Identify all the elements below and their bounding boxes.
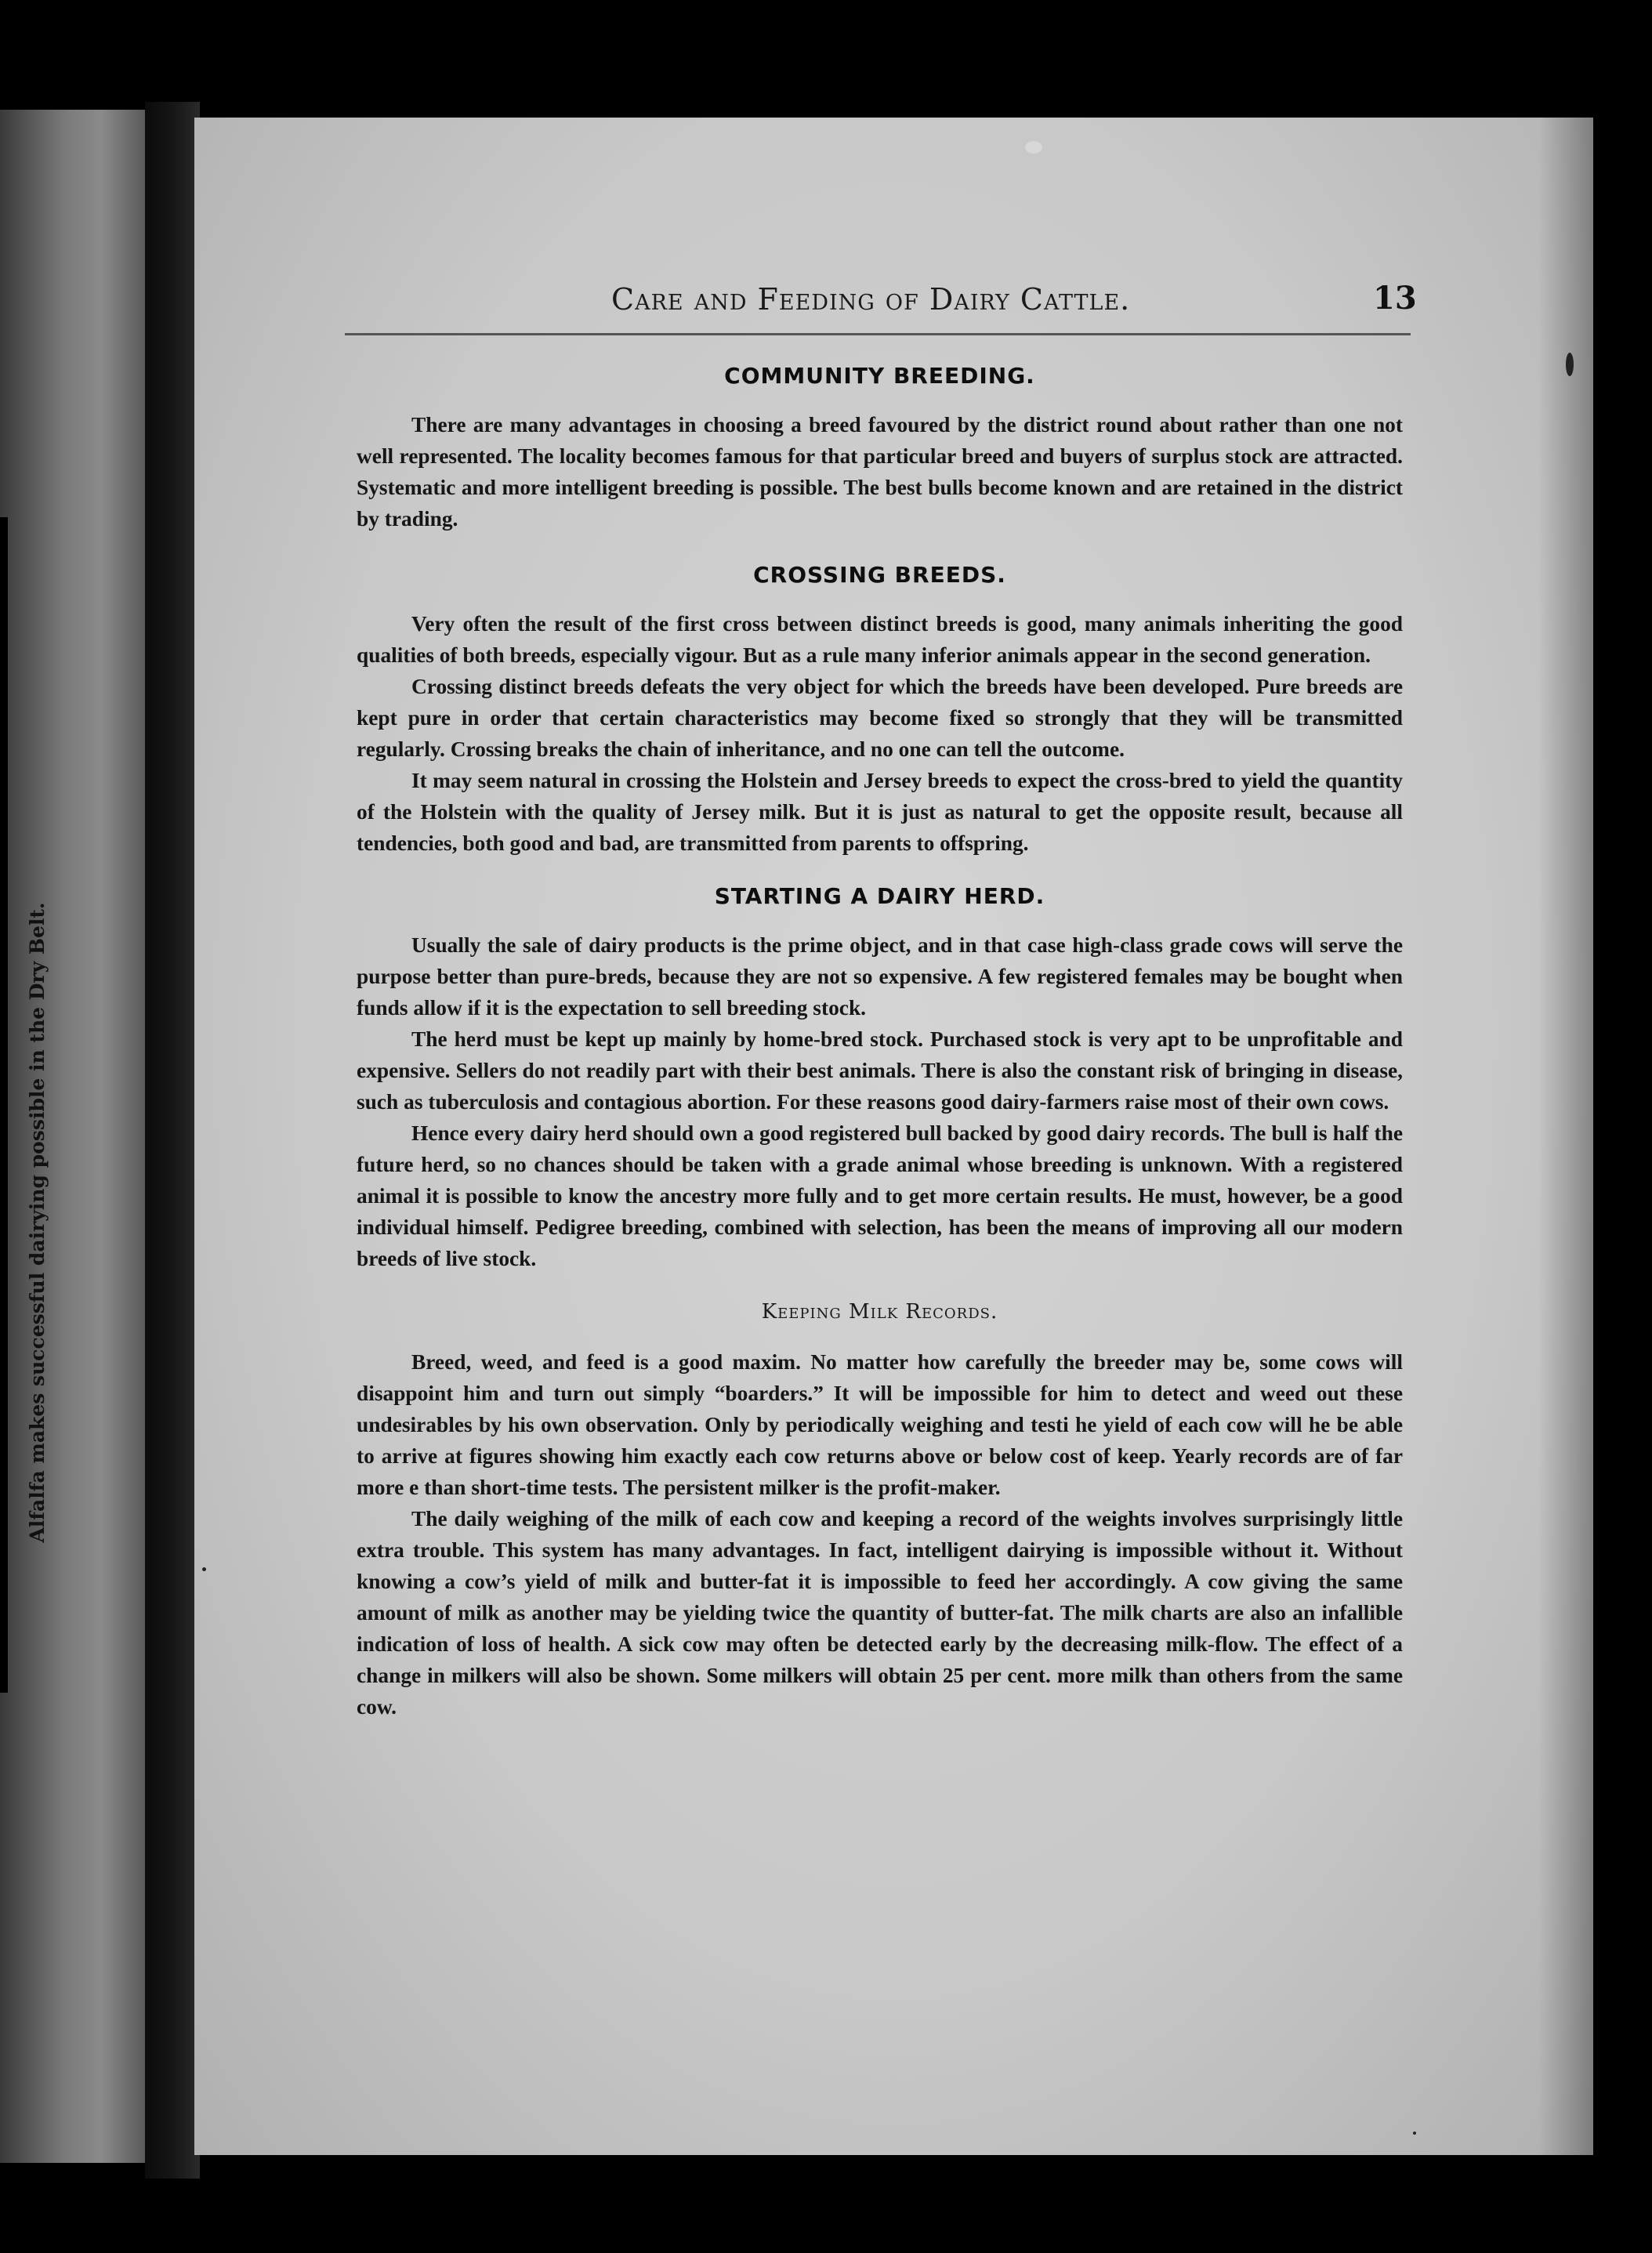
ink-spot: [1566, 353, 1574, 376]
book-gutter: [145, 102, 200, 2179]
facing-page-shadow: [0, 517, 8, 1693]
paragraph: Hence every dairy herd should own a good registered bull backed by good dairy records. The bull is half the future herd, so no chances should be taken with a grade animal whose breeding is unknown. With a registered animal it is possible to know the ancestry more fully and to get more certain results. He must, however, be a good individual himself. Pedigree breeding, combined with selection, has been the means of improving all our modern breeds of live stock.: [357, 1121, 1403, 1270]
paragraph: Very often the result of the first cross between distinct breeds is good, many animals inheriting the good qualities of both breeds, especially vigour. But as a rule many inferior animals appear in the second generation.: [357, 612, 1403, 667]
page-body: [357, 345, 1403, 1722]
paragraph: It may seem natural in crossing the Holstein and Jersey breeds to expect the cross-bred to yield the quantity of the Holstein with the quality of Jersey milk. But it is just as natural to get the opposite result, because all tendencies, both good and bad, are transmitted from parents to offspring.: [357, 769, 1403, 855]
paragraph: Crossing distinct breeds defeats the very object for which the breeds have been developed. Pure breeds are kept pure in order that certain characteristics may become fixed so strongly that they will be transmitted regularly. Crossing breaks the chain of inheritance, and no one can tell the outcome.: [357, 675, 1403, 761]
margin-note: Alfalfa makes successful dairying possible in the Dry Belt.: [26, 902, 49, 1543]
paper-speck: [1025, 141, 1042, 154]
running-head: Care and Feeding of Dairy Cattle.: [611, 282, 1131, 317]
paragraph: The herd must be kept up mainly by home-bred stock. Purchased stock is very apt to be unprofitable and expensive. Sellers do not readily part with their best animals. There is also the constant risk of bringing in disease, such as tuberculosis and contagious abortion. For these reasons good dairy-farmers raise most of their own cows.: [357, 1027, 1403, 1114]
header-rule: [345, 333, 1411, 335]
section-heading: STARTING A DAIRY HERD.: [714, 883, 1045, 909]
paragraph: Breed, weed, and feed is a good maxim. No matter how carefully the breeder may be, some cows will disappoint him and turn out simply “boarders.” It will be impossible for him to detect and weed out these undesirables by his own observation. Only by periodically weighing and testi he yield of each cow will he be able to arrive at figures showing him exactly each cow returns above or below cost of keep. Yearly records are of far more e than short-time tests. The persistent milker is the profit-maker.: [357, 1350, 1403, 1499]
paragraph: The daily weighing of the milk of each cow and keeping a record of the weights involves surprisingly little extra trouble. This system has many advantages. In fact, intelligent dairying is impossible without it. Without knowing a cow’s yield of milk and butter-fat it is impossible to feed her accordingly. A cow giving the same amount of milk as another may be yielding twice the quantity of butter-fat. The milk charts are also an infallible indication of loss of health. A sick cow may often be detected early by the decreasing milk-flow. The effect of a change in milkers will also be shown. Some milkers will obtain 25 per cent. more milk than others from the same cow.: [357, 1507, 1403, 1719]
page-number: 13: [1373, 280, 1417, 317]
section-heading: COMMUNITY BREEDING.: [724, 363, 1035, 389]
ink-spot: [1413, 2132, 1416, 2135]
section-subheading: Keeping Milk Records.: [761, 1300, 998, 1324]
paragraph: There are many advantages in choosing a breed favoured by the district round about rather than one not well represented. The locality becomes famous for that particular breed and buyers of surplus stock are attracted. Systematic and more intelligent breeding is possible. The best bulls become known and are retained in the district by trading.: [357, 413, 1403, 531]
ink-spot: [202, 1567, 206, 1571]
paragraph: Usually the sale of dairy products is the prime object, and in that case high-class grade cows will serve the purpose better than pure-breds, because they are not so expensive. A few registered females may be bought when funds allow if it is the expectation to sell breeding stock.: [357, 933, 1403, 1020]
section-heading: CROSSING BREEDS.: [753, 562, 1006, 588]
page-edge-shadow: [1538, 118, 1593, 2155]
